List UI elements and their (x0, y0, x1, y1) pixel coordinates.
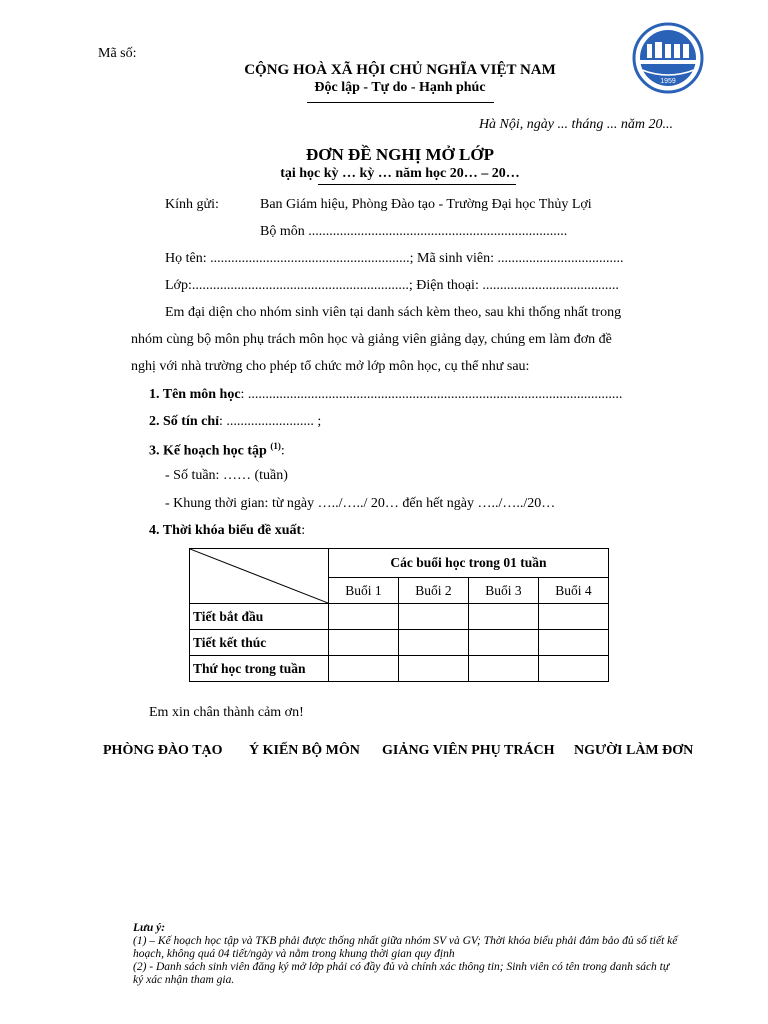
addressee-label: Kính gửi: (165, 197, 219, 212)
table-cell[interactable] (539, 656, 609, 682)
timetable-heading (149, 523, 305, 539)
table-cell[interactable] (329, 630, 399, 656)
logo-year: 1959 (660, 78, 676, 85)
university-logo (632, 22, 704, 94)
document-subtitle: tại học kỳ … kỳ … năm học 20… – 20… (280, 166, 520, 181)
closing-thanks: Em xin chân thành cảm ơn! (149, 705, 304, 720)
table-cell[interactable] (539, 604, 609, 630)
form-code-label: Mã số: (98, 46, 137, 61)
course-name-blank: : ........................................................................................................... (240, 387, 623, 402)
table-cell[interactable] (539, 630, 609, 656)
student-name-id-field: Họ tên: .........................................................; Mã sinh viên: .................................... (165, 251, 624, 266)
request-paragraph-line-2: nhóm cùng bộ môn phụ trách môn học và giảng viên giảng dạy, chúng em làm đơn đề (131, 332, 612, 347)
table-cell[interactable] (469, 630, 539, 656)
addressee-value: Ban Giám hiệu, Phòng Đào tạo - Trường Đại học Thủy Lợi (260, 197, 592, 212)
column-header: Buổi 1 (329, 578, 399, 604)
table-cell[interactable] (469, 604, 539, 630)
credits-field (149, 414, 321, 430)
request-paragraph-line-1: Em đại diện cho nhóm sinh viên tại danh sách kèm theo, sau khi thống nhất trong (165, 305, 622, 320)
signature-department: Ý KIẾN BỘ MÔN (249, 743, 360, 758)
column-header: Buổi 4 (539, 578, 609, 604)
study-plan-footnote-ref: (1) (270, 441, 281, 451)
course-name-field (149, 387, 622, 403)
timetable-label: 4. Thời khóa biểu đề xuất (149, 523, 302, 538)
table-cell[interactable] (469, 656, 539, 682)
note-1: (1) – Kế hoạch học tập và TKB phải được thống nhất giữa nhóm SV và GV; Thời khóa biểu phải đảm bảo đủ số tiết kế hoạch, không quá 04 tiết/ngày và nằm trong khung thời gian quy định (133, 935, 678, 960)
class-phone-field: Lớp:..............................................................; Điện thoại: ....................................... (165, 278, 619, 293)
department-field: Bộ môn .......................................................................... (260, 224, 568, 239)
country-name: CỘNG HOÀ XÃ HỘI CHỦ NGHĨA VIỆT NAM (244, 62, 556, 78)
table-cell[interactable] (329, 604, 399, 630)
notes-heading: Lưu ý: (133, 922, 166, 934)
subtitle-underline (318, 184, 516, 185)
study-plan-colon: : (280, 443, 285, 459)
national-motto: Độc lập - Tự do - Hạnh phúc (314, 80, 486, 95)
motto-underline (307, 102, 494, 103)
timetable (189, 548, 609, 682)
study-plan-heading (149, 441, 285, 460)
row-header: Tiết kết thúc (190, 630, 329, 656)
credits-label: 2. Số tín chỉ (149, 414, 220, 429)
timetable-colon: : (301, 523, 306, 538)
study-plan-label: 3. Kế hoạch học tập (149, 443, 267, 459)
table-corner-cell (190, 549, 329, 604)
note-2: (2) - Danh sách sinh viên đăng ký mở lớp phải có đầy đủ và chính xác thông tin; Sinh viên có tên trong danh sách tự ký xác nhận tham gia. (133, 961, 670, 986)
table-cell[interactable] (399, 604, 469, 630)
signature-applicant: NGƯỜI LÀM ĐƠN (574, 743, 694, 758)
row-header: Thứ học trong tuần (190, 656, 329, 682)
diagonal-line (190, 549, 328, 603)
notes-section (133, 922, 678, 987)
document-title: ĐƠN ĐỀ NGHỊ MỞ LỚP (306, 145, 494, 164)
request-paragraph-line-3: nghị với nhà trường cho phép tổ chức mở lớp môn học, cụ thể như sau: (131, 359, 530, 374)
time-frame-field: - Khung thời gian: từ ngày …../…../ 20… đến hết ngày …../…../20… (165, 496, 556, 511)
column-header: Buổi 2 (399, 578, 469, 604)
place-and-date: Hà Nội, ngày ... tháng ... năm 20... (478, 117, 673, 132)
table-cell[interactable] (329, 656, 399, 682)
table-cell[interactable] (399, 656, 469, 682)
course-name-label: 1. Tên môn học (149, 387, 241, 402)
signature-training-office: PHÒNG ĐÀO TẠO (103, 743, 223, 758)
sessions-group-header: Các buổi học trong 01 tuần (329, 549, 609, 578)
signature-lecturer: GIẢNG VIÊN PHỤ TRÁCH (382, 743, 555, 758)
table-cell[interactable] (399, 630, 469, 656)
column-header: Buổi 3 (469, 578, 539, 604)
weeks-field: - Số tuần: …… (tuần) (165, 468, 288, 483)
credits-blank: : ......................... ; (219, 414, 322, 429)
row-header: Tiết bắt đầu (190, 604, 329, 630)
